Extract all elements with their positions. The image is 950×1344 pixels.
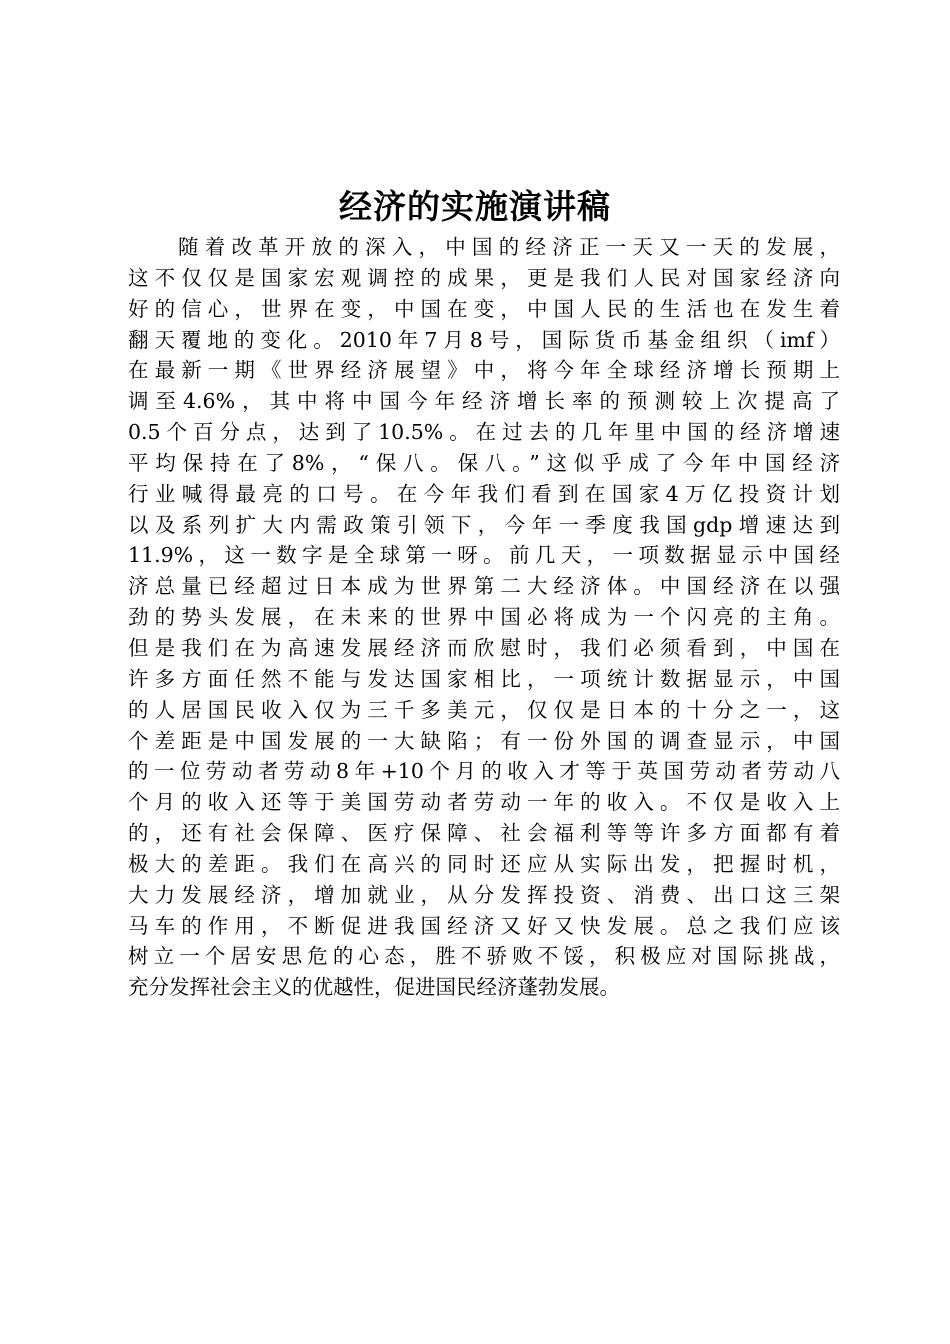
body-line: 调至4.6%，其中将中国今年经济增长率的预测较上次提高了 [128, 389, 840, 414]
body-line: 劲的势头发展，在未来的世界中国必将成为一个闪亮的主角。 [128, 605, 840, 630]
body-line: 0.5个百分点，达到了10.5%。在过去的几年里中国的经济增速 [128, 420, 840, 445]
body-line: 的一位劳动者劳动8年+10个月的收入才等于英国劳动者劳动八 [128, 759, 840, 784]
body-line: 的，还有社会保障、医疗保障、社会福利等等许多方面都有着 [128, 821, 840, 846]
body-line: 行业喊得最亮的口号。在今年我们看到在国家4万亿投资计划 [128, 481, 840, 506]
body-line: 以及系列扩大内需政策引领下，今年一季度我国gdp增速达到 [128, 512, 840, 537]
body-line: 的人居国民收入仅为三千多美元，仅仅是日本的十分之一，这 [128, 697, 840, 722]
body-line: 个月的收入还等于美国劳动者劳动一年的收入。不仅是收入上 [128, 790, 840, 815]
body-line: 济总量已经超过日本成为世界第二大经济体。中国经济在以强 [128, 574, 840, 599]
body-line: 11.9%，这一数字是全球第一呀。前几天，一项数据显示中国经 [128, 543, 840, 568]
body-line: 树立一个居安思危的心态，胜不骄败不馁，积极应对国际挑战， [128, 944, 840, 969]
body-line: 马车的作用，不断促进我国经济又好又快发展。总之我们应该 [128, 913, 840, 938]
document-title: 经济的实施演讲稿 [339, 187, 611, 226]
document-body [128, 232, 840, 1003]
body-line: 极大的差距。我们在高兴的同时还应从实际出发，把握时机， [128, 851, 840, 876]
body-line: 大力发展经济，增加就业，从分发挥投资、消费、出口这三架 [128, 882, 840, 907]
body-line: 平均保持在了8%，“保八。保八。”这似乎成了今年中国经济 [128, 450, 840, 475]
body-line: 许多方面任然不能与发达国家相比，一项统计数据显示，中国 [128, 666, 840, 691]
body-line: 好的信心，世界在变，中国在变，中国人民的生活也在发生着 [128, 296, 840, 321]
body-line: 个差距是中国发展的一大缺陷；有一份外国的调查显示，中国 [128, 728, 840, 753]
body-line: 但是我们在为高速发展经济而欣慰时，我们必须看到，中国在 [128, 635, 840, 660]
body-line: 在最新一期《世界经济展望》中，将今年全球经济增长预期上 [128, 358, 840, 383]
body-line: 充分发挥社会主义的优越性，促进国民经济蓬勃发展。 [128, 975, 620, 1000]
body-line: 这不仅仅是国家宏观调控的成果，更是我们人民对国家经济向 [128, 265, 840, 290]
body-line: 随着改革开放的深入，中国的经济正一天又一天的发展， [178, 235, 840, 259]
body-line: 翻天覆地的变化。2010年7月8号，国际货币基金组织（imf） [128, 327, 840, 352]
